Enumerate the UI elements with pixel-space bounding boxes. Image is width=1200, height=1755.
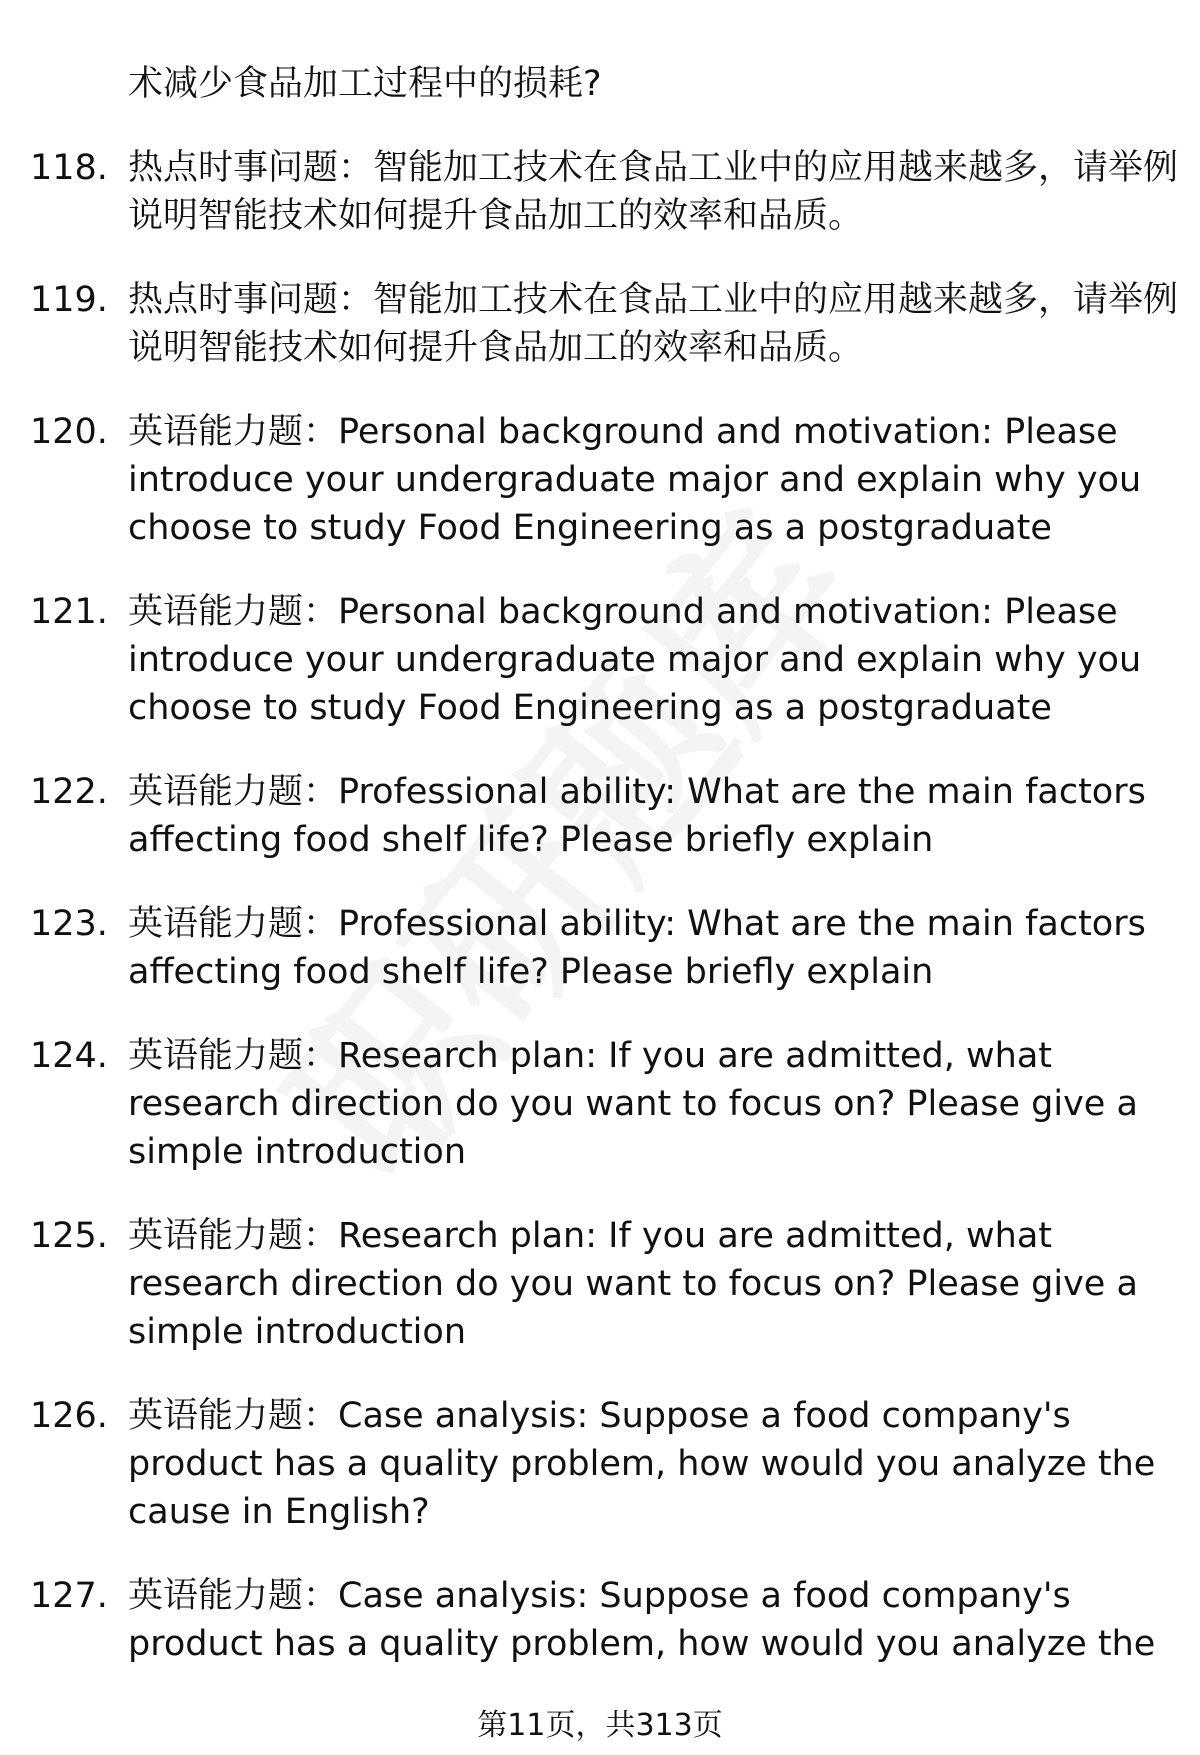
question-item xyxy=(30,144,1180,240)
question-number: 127. xyxy=(30,1576,108,1616)
question-item xyxy=(30,1032,1180,1176)
question-item xyxy=(30,408,1180,552)
question-number: 123. xyxy=(30,904,108,944)
question-text: 英语能力题：Research plan: If you are admitted, what research direction do you want to focus on? Please give a simple introduction xyxy=(128,1036,1138,1172)
question-number: 124. xyxy=(30,1036,108,1076)
question-text: 英语能力题：Case analysis: Suppose a food company's product has a quality problem, how would you analyze the xyxy=(128,1576,1156,1664)
question-item xyxy=(30,1392,1180,1536)
question-item xyxy=(30,588,1180,732)
continuation-text: 术减少食品加工过程中的损耗? xyxy=(128,64,602,104)
question-item xyxy=(30,1212,1180,1356)
question-list xyxy=(30,60,1180,1668)
question-number: 120. xyxy=(30,412,108,452)
question-text: 英语能力题：Case analysis: Suppose a food company's product has a quality problem, how would you analyze the cause in English? xyxy=(128,1396,1156,1532)
question-item xyxy=(30,276,1180,372)
question-number: 126. xyxy=(30,1396,108,1436)
question-number: 125. xyxy=(30,1216,108,1256)
question-item xyxy=(30,1572,1180,1668)
question-text: 热点时事问题：智能加工技术在食品工业中的应用越来越多，请举例说明智能技术如何提升食品加工的效率和品质。 xyxy=(128,280,1179,368)
question-text: 英语能力题：Professional ability: What are the main factors affecting food shelf life? Please briefly explain xyxy=(128,772,1146,860)
question-text: 英语能力题：Professional ability: What are the main factors affecting food shelf life? Please briefly explain xyxy=(128,904,1146,992)
question-number: 119. xyxy=(30,280,108,320)
question-number: 121. xyxy=(30,592,108,632)
question-item xyxy=(30,768,1180,864)
question-text: 英语能力题：Research plan: If you are admitted, what research direction do you want to focus on? Please give a simple introduction xyxy=(128,1216,1138,1352)
question-number: 122. xyxy=(30,772,108,812)
question-number: 118. xyxy=(30,148,108,188)
question-text: 英语能力题：Personal background and motivation: Please introduce your undergraduate major and explain why you choose to study Food Engineering as a postgraduate xyxy=(128,592,1142,728)
question-text: 英语能力题：Personal background and motivation: Please introduce your undergraduate major and explain why you choose to study Food Engineering as a postgraduate xyxy=(128,412,1142,548)
question-item xyxy=(30,900,1180,996)
page-footer: 第11页，共313页 xyxy=(477,1708,723,1743)
question-text: 热点时事问题：智能加工技术在食品工业中的应用越来越多，请举例说明智能技术如何提升食品加工的效率和品质。 xyxy=(128,148,1179,236)
